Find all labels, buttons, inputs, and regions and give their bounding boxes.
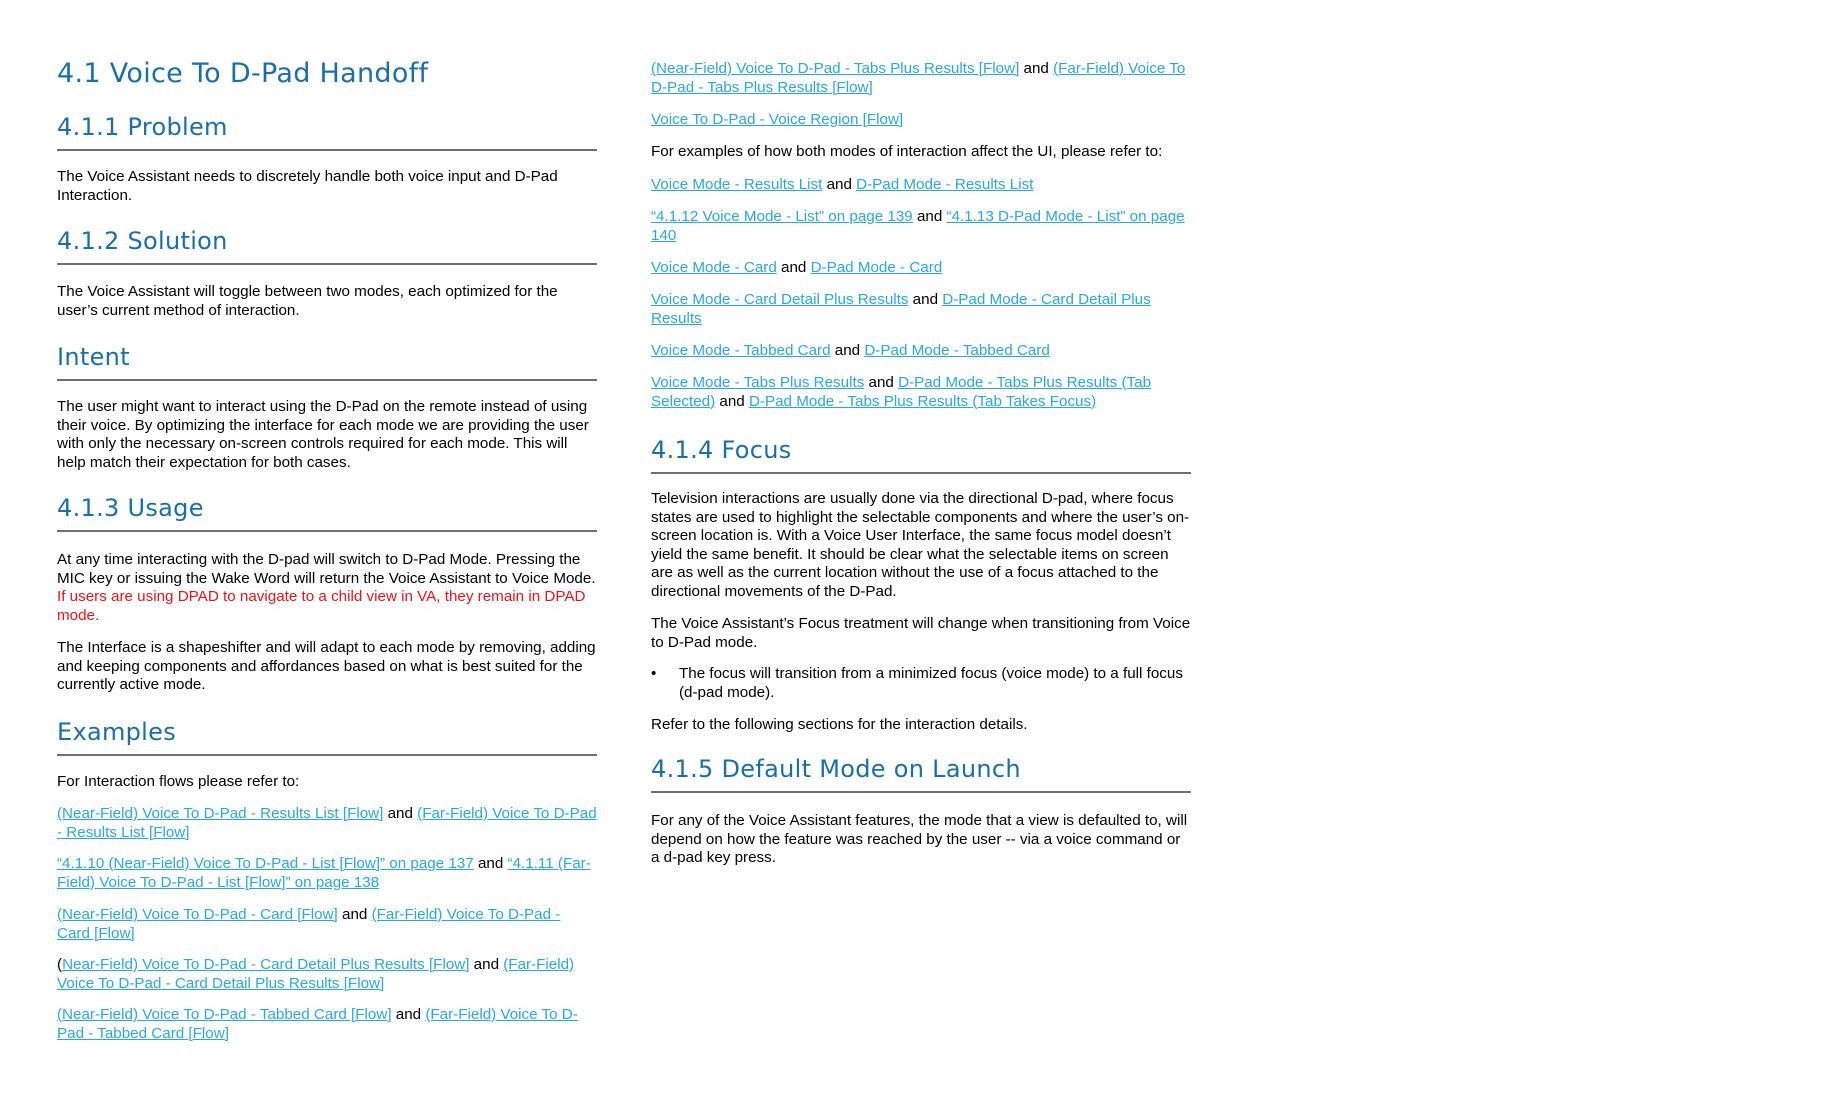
examples-heading: Examples	[57, 718, 177, 746]
dpad-mode-list-link[interactable]: “4.1.13 D-Pad Mode - List” on page 140	[651, 208, 1185, 244]
divider	[57, 149, 597, 151]
example-flow-row-2: “4.1.10 (Near-Field) Voice To D-Pad - List [Flow]” on page 137 and “4.1.11 (Far-Field) Voice To D-Pad - List [Flow]” on page 138	[57, 855, 591, 891]
focus-bullet-text: The focus will transition from a minimized focus (voice mode) to a full focus (d-pad mode).	[679, 665, 1183, 701]
voice-region-row	[651, 111, 1191, 130]
usage-text-1-main: At any time interacting with the D-pad will switch to D-Pad Mode. Pressing the MIC key or issuing the Wake Word will return the Voice Assistant to Voice Mode.	[57, 551, 596, 587]
examples-section	[57, 717, 597, 756]
usage-section	[57, 493, 597, 532]
intent-section	[57, 342, 597, 381]
focus-text-2: The Voice Assistant’s Focus treatment will change when transitioning from Voice to D-Pad mode.	[651, 615, 1191, 651]
solution-heading: 4.1.2 Solution	[57, 227, 228, 255]
mode-row-6: Voice Mode - Tabs Plus Results and D-Pad Mode - Tabs Plus Results (Tab Selected) and D-Pad Mode - Tabs Plus Results (Tab Takes Focus)	[651, 374, 1152, 410]
voice-mode-card-link[interactable]: Voice Mode - Card	[651, 259, 777, 276]
focus-text-1: Television interactions are usually done via the directional D-pad, where focus states are used to highlight the selectable components and where the user’s on-screen location is. With a Voice User Interface, the same focus model doesn’t yield the same benefit. It should be clear what the selectable items on screen are as well as the current location without the use of a focus attached to the directional movements of the D-Pad.	[651, 490, 1190, 600]
far-field-card-detail-flow-link[interactable]: (Far-Field) Voice To D-Pad - Card Detail Plus Results [Flow]	[57, 956, 575, 992]
near-field-card-detail-flow-link[interactable]: Near-Field) Voice To D-Pad - Card Detail Plus Results [Flow]	[62, 956, 470, 973]
far-field-list-flow-link[interactable]: “4.1.11 (Far-Field) Voice To D-Pad - List [Flow]” on page 138	[57, 855, 591, 891]
near-field-results-list-flow-link[interactable]: (Near-Field) Voice To D-Pad - Results List [Flow]	[57, 805, 384, 822]
intent-heading: Intent	[57, 343, 130, 371]
modes-intro: For examples of how both modes of interaction affect the UI, please refer to:	[651, 143, 1163, 160]
dpad-mode-tabs-plus-results-tab-takes-focus-link[interactable]: D-Pad Mode - Tabs Plus Results (Tab Takes Focus)	[748, 392, 1097, 410]
focus-bullet	[651, 665, 1191, 702]
voice-mode-card-detail-link[interactable]: Voice Mode - Card Detail Plus Results	[651, 291, 909, 308]
example-flow-row-5: (Near-Field) Voice To D-Pad - Tabbed Card [Flow] and (Far-Field) Voice To D-Pad - Tabbed Card [Flow]	[57, 1006, 578, 1042]
problem-heading: 4.1.1 Problem	[57, 113, 228, 141]
example-flow-row-3: (Near-Field) Voice To D-Pad - Card [Flow] and (Far-Field) Voice To D-Pad - Card [Flow]	[57, 906, 561, 942]
near-field-tabbed-card-flow-link[interactable]: (Near-Field) Voice To D-Pad - Tabbed Card [Flow]	[57, 1006, 392, 1023]
default-mode-section	[651, 754, 1191, 793]
default-mode-heading: 4.1.5 Default Mode on Launch	[651, 755, 1021, 783]
divider	[651, 472, 1191, 474]
intent-text: The user might want to interact using the D-Pad on the remote instead of using their voice. By optimizing the interface for each mode we are providing the user with only the necessary on-screen controls required for each mode. This will help match their expectation for both cases.	[57, 398, 589, 471]
divider	[57, 379, 597, 381]
mode-row-4: Voice Mode - Card Detail Plus Results and D-Pad Mode - Card Detail Plus Results	[651, 291, 1151, 327]
voice-mode-list-link[interactable]: “4.1.12 Voice Mode - List” on page 139	[651, 208, 913, 225]
examples-intro: For Interaction flows please refer to:	[57, 773, 300, 790]
example-flow-row-1: (Near-Field) Voice To D-Pad - Results List [Flow] and (Far-Field) Voice To D-Pad - Results List [Flow]	[57, 805, 597, 841]
divider	[651, 791, 1191, 793]
voice-mode-tabs-plus-results-link[interactable]: Voice Mode - Tabs Plus Results	[651, 374, 865, 391]
dpad-mode-tabs-plus-results-tab-selected-link[interactable]: D-Pad Mode - Tabs Plus Results (Tab Selected)	[651, 374, 1152, 410]
solution-text: The Voice Assistant will toggle between two modes, each optimized for the user’s current method of interaction.	[57, 283, 558, 319]
mode-row-3: Voice Mode - Card and D-Pad Mode - Card	[651, 259, 943, 276]
focus-text-3: Refer to the following sections for the interaction details.	[651, 716, 1028, 733]
voice-mode-results-list-link[interactable]: Voice Mode - Results List	[651, 176, 823, 193]
default-mode-text: For any of the Voice Assistant features, the mode that a view is defaulted to, will depend on how the feature was reached by the user -- via a voice command or a d-pad key press.	[651, 812, 1188, 866]
far-field-tabbed-card-flow-link[interactable]: (Far-Field) Voice To D-Pad - Tabbed Card [Flow]	[57, 1006, 578, 1042]
dpad-mode-tabbed-card-link[interactable]: D-Pad Mode - Tabbed Card	[864, 342, 1050, 359]
divider	[57, 263, 597, 265]
usage-text-2: The Interface is a shapeshifter and will adapt to each mode by removing, adding and keeping components and affordances based on what is best suited for the currently active mode.	[57, 639, 596, 693]
problem-text: The Voice Assistant needs to discretely handle both voice input and D-Pad Interaction.	[57, 168, 558, 204]
near-field-list-flow-link[interactable]: “4.1.10 (Near-Field) Voice To D-Pad - List [Flow]” on page 137	[57, 855, 474, 872]
focus-section	[651, 435, 1191, 474]
mode-row-1: Voice Mode - Results List and D-Pad Mode - Results List	[651, 176, 1034, 193]
focus-heading: 4.1.4 Focus	[651, 436, 792, 464]
divider	[57, 530, 597, 532]
voice-region-flow-link[interactable]: Voice To D-Pad - Voice Region [Flow]	[651, 111, 904, 128]
dpad-mode-card-link[interactable]: D-Pad Mode - Card	[810, 259, 943, 276]
dpad-mode-card-detail-link[interactable]: D-Pad Mode - Card Detail Plus Results	[651, 291, 1151, 327]
usage-heading: 4.1.3 Usage	[57, 494, 204, 522]
divider	[57, 754, 597, 756]
flow-row-tabs-plus-results: (Near-Field) Voice To D-Pad - Tabs Plus Results [Flow] and (Far-Field) Voice To D-Pad - Tabs Plus Results [Flow]	[651, 60, 1186, 96]
usage-text-1	[57, 551, 597, 625]
dpad-mode-results-list-link[interactable]: D-Pad Mode - Results List	[856, 176, 1034, 193]
mode-row-5: Voice Mode - Tabbed Card and D-Pad Mode - Tabbed Card	[651, 342, 1050, 359]
far-field-card-flow-link[interactable]: (Far-Field) Voice To D-Pad - Card [Flow]	[57, 906, 561, 942]
near-field-card-flow-link[interactable]: (Near-Field) Voice To D-Pad - Card [Flow]	[57, 906, 338, 923]
voice-mode-tabbed-card-link[interactable]: Voice Mode - Tabbed Card	[651, 342, 831, 359]
mode-row-2: “4.1.12 Voice Mode - List” on page 139 and “4.1.13 D-Pad Mode - List” on page 140	[651, 208, 1185, 244]
problem-section	[57, 112, 597, 151]
usage-text-1-note: If users are using DPAD to navigate to a child view in VA, they remain in DPAD mode.	[57, 588, 586, 624]
near-field-tabs-plus-results-flow-link[interactable]: (Near-Field) Voice To D-Pad - Tabs Plus Results [Flow]	[651, 60, 1020, 77]
example-flow-row-4: (Near-Field) Voice To D-Pad - Card Detail Plus Results [Flow] and (Far-Field) Voice To D-Pad - Card Detail Plus Results [Flow]	[57, 956, 575, 992]
bullet-icon: •	[651, 665, 657, 682]
far-field-tabs-plus-results-flow-link[interactable]: (Far-Field) Voice To D-Pad - Tabs Plus Results [Flow]	[651, 60, 1186, 96]
solution-section	[57, 226, 597, 265]
page-title: 4.1 Voice To D-Pad Handoff	[57, 58, 429, 89]
far-field-results-list-flow-link[interactable]: (Far-Field) Voice To D-Pad - Results List [Flow]	[57, 805, 597, 841]
